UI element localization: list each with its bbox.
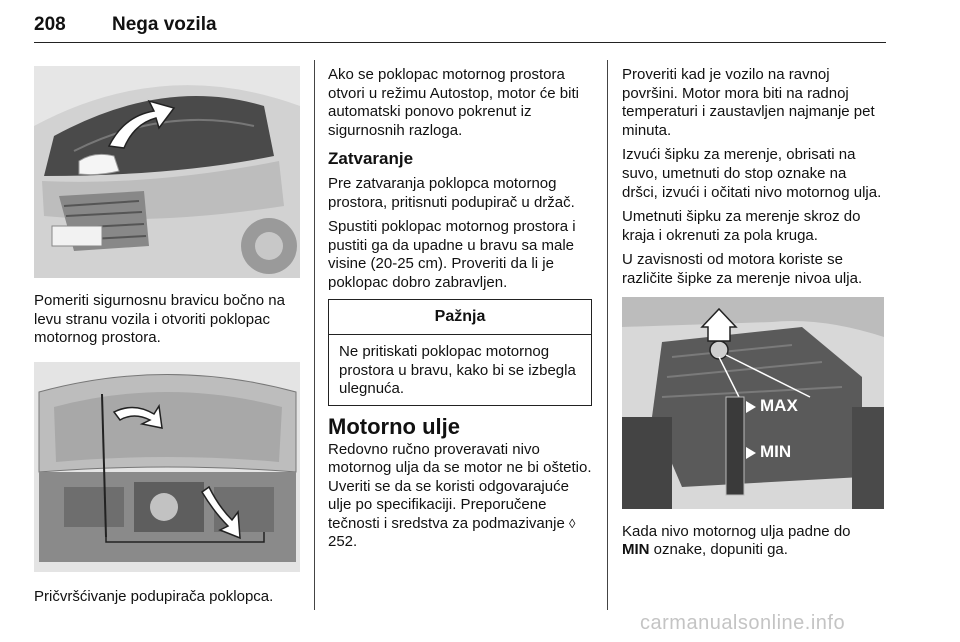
figure-caption: Pomeriti sigurnosnu bravicu bočno na levu stranu vozila i otvoriti poklopac motornog prostora. bbox=[34, 292, 285, 347]
column-middle bbox=[328, 66, 592, 558]
notice-text: Ne pritiskati poklopac motornog prostora u bravu, kako bi se izbegla ulegnuća. bbox=[339, 343, 576, 398]
figure-caption: Pričvršćivanje podupirača poklopca. bbox=[34, 587, 274, 605]
column-right bbox=[622, 66, 886, 566]
paragraph: Spustiti poklopac motornog prostora i pustiti ga da upadne u bravu sa male visine (20-25 cm). Proveriti da li je poklopac dobro zabravljen. bbox=[328, 218, 576, 291]
paragraph: Pre zatvaranja poklopca motornog prostora, pritisnuti podupirač u držač. bbox=[328, 174, 575, 211]
min-label: MIN bbox=[760, 441, 792, 461]
caption-text: oznake, dopuniti ga. bbox=[653, 541, 788, 559]
hood-support-illustration bbox=[34, 362, 300, 572]
paragraph: Proveriti kad je vozilo na ravnoj površini. Motor mora biti na radnoj temperaturi i zaustavljen najmanje pet minuta. bbox=[622, 66, 875, 139]
column-divider-2 bbox=[607, 60, 608, 610]
hood-release-illustration bbox=[34, 66, 300, 278]
heading-engine-oil: Motorno ulje bbox=[328, 413, 460, 439]
max-label: MAX bbox=[760, 395, 798, 415]
paragraph: Ako se poklopac motornog prostora otvori u režimu Autostop, motor će biti automatski ponovo pokrenut iz sigurnosnih razloga. bbox=[328, 66, 579, 139]
figure-caption bbox=[622, 523, 886, 560]
caption-text: Kada nivo motornog ulja padne do bbox=[622, 522, 851, 540]
notice-title: Pažnja bbox=[329, 300, 591, 336]
watermark: carmanualsonline.info bbox=[640, 612, 846, 634]
dipstick-figure bbox=[622, 297, 884, 509]
page-reference-icon: ◊ bbox=[568, 515, 576, 531]
column-left bbox=[34, 66, 300, 612]
dipstick-illustration bbox=[622, 297, 884, 509]
paragraph: U zavisnosti od motora koriste se različite šipke za merenje nivoa ulja. bbox=[622, 251, 863, 287]
section-title: Nega vozila bbox=[112, 14, 217, 35]
paragraph bbox=[328, 441, 592, 553]
column-divider-1 bbox=[314, 60, 315, 610]
paragraph: Umetnuti šipku za merenje skroz do kraja i okrenuti za pola kruga. bbox=[622, 208, 861, 244]
page-number: 208 bbox=[34, 14, 66, 35]
page-reference-link[interactable]: 252. bbox=[328, 533, 358, 551]
caption-min-label: MIN bbox=[622, 541, 650, 559]
paragraph: Izvući šipku za merenje, obrisati na suvo, umetnuti do stop oznake na dršci, izvući i očitati nivo motornog ulja. bbox=[622, 146, 882, 201]
subheading-closing: Zatvaranje bbox=[328, 149, 414, 169]
caution-notice bbox=[328, 299, 592, 406]
paragraph-text: Redovno ručno proveravati nivo motornog ulja da se motor ne bi oštetio. Uveriti se da se koristi odgovarajuće ulje po specifikaciji. Preporučene tečnosti i sredstva za podmazivanje bbox=[328, 440, 592, 532]
page-header bbox=[34, 8, 886, 43]
